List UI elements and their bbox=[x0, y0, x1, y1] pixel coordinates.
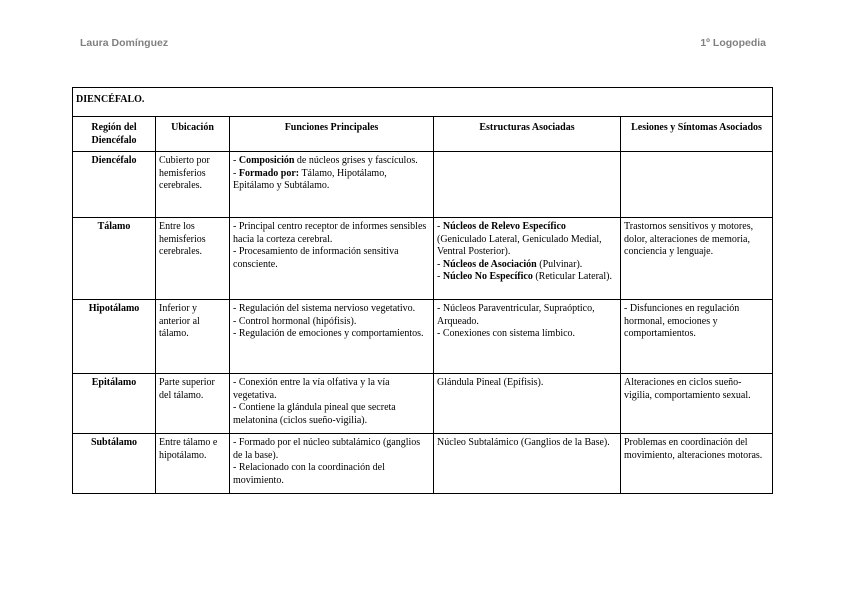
table-row bbox=[73, 218, 773, 300]
table-header-row bbox=[73, 117, 773, 152]
structure-item: - Núcleo No Específico (Reticular Lateral). bbox=[437, 271, 612, 282]
structures-cell bbox=[434, 300, 621, 374]
structures-cell: Núcleo Subtalámico (Ganglios de la Base). bbox=[434, 434, 621, 494]
function-item: - Relacionado con la coordinación del movimiento. bbox=[233, 462, 385, 486]
lesions-cell: Problemas en coordinación del movimiento, alteraciones motoras. bbox=[621, 434, 773, 494]
function-item: - Contiene la glándula pineal que secreta melatonina (ciclos sueño-vigilia). bbox=[233, 402, 396, 426]
column-header-functions: Funciones Principales bbox=[230, 117, 434, 152]
region-cell: Diencéfalo bbox=[73, 152, 156, 218]
diencephalon-table bbox=[72, 87, 773, 494]
region-cell: Epitálamo bbox=[73, 374, 156, 434]
lesions-cell: Trastornos sensitivos y motores, dolor, alteraciones de memoria, conciencia y lenguaje. bbox=[621, 218, 773, 300]
function-item: - Formado por el núcleo subtalámico (ganglios de la base). bbox=[233, 437, 421, 461]
table-title-row bbox=[73, 88, 773, 117]
functions-cell bbox=[230, 152, 434, 218]
structure-item: - Conexiones con sistema límbico. bbox=[437, 328, 576, 339]
region-cell: Hipotálamo bbox=[73, 300, 156, 374]
column-header-location: Ubicación bbox=[156, 117, 230, 152]
function-item: - Composición de núcleos grises y fascículos. bbox=[233, 155, 418, 166]
functions-cell bbox=[230, 300, 434, 374]
function-item: - Control hormonal (hipófisis). bbox=[233, 315, 357, 327]
table-row bbox=[73, 434, 773, 494]
location-cell: Parte superior del tálamo. bbox=[156, 374, 230, 434]
structure-item: - Núcleos de Asociación (Pulvinar). bbox=[437, 258, 583, 270]
lesions-cell: - Disfunciones en regulación hormonal, emociones y comportamientos. bbox=[621, 300, 773, 374]
location-cell: Cubierto por hemisferios cerebrales. bbox=[156, 152, 230, 218]
functions-cell bbox=[230, 434, 434, 494]
function-item: - Regulación de emociones y comportamientos. bbox=[233, 328, 424, 339]
course-label: 1º Logopedia bbox=[700, 37, 766, 49]
structure-item: - Núcleos de Relevo Específico (Geniculado Lateral, Geniculado Medial, Ventral Posterior). bbox=[437, 221, 602, 257]
structures-cell: Glándula Pineal (Epífisis). bbox=[434, 374, 621, 434]
lesions-cell: Alteraciones en ciclos sueño-vigilia, comportamiento sexual. bbox=[621, 374, 773, 434]
column-header-structures: Estructuras Asociadas bbox=[434, 117, 621, 152]
table-row bbox=[73, 152, 773, 218]
table-title: DIENCÉFALO. bbox=[73, 88, 773, 117]
author-name: Laura Domínguez bbox=[80, 37, 169, 49]
function-item: - Regulación del sistema nervioso vegetativo. bbox=[233, 303, 416, 314]
structures-cell bbox=[434, 218, 621, 300]
structures-cell bbox=[434, 152, 621, 218]
region-cell: Tálamo bbox=[73, 218, 156, 300]
functions-cell bbox=[230, 218, 434, 300]
table-row bbox=[73, 374, 773, 434]
structure-item: - Núcleos Paraventricular, Supraóptico, Arqueado. bbox=[437, 303, 595, 327]
column-header-lesions: Lesiones y Síntomas Asociados bbox=[621, 117, 773, 152]
function-item: - Formado por: Tálamo, Hipotálamo, Epitálamo y Subtálamo. bbox=[233, 167, 387, 191]
column-header-region: Región del Diencéfalo bbox=[73, 117, 156, 152]
function-item: - Principal centro receptor de informes sensibles hacia la corteza cerebral. bbox=[233, 221, 427, 245]
table-row bbox=[73, 300, 773, 374]
location-cell: Inferior y anterior al tálamo. bbox=[156, 300, 230, 374]
function-item: - Conexión entre la vía olfativa y la vía vegetativa. bbox=[233, 377, 390, 401]
location-cell: Entre los hemisferios cerebrales. bbox=[156, 218, 230, 300]
lesions-cell bbox=[621, 152, 773, 218]
function-item: - Procesamiento de información sensitiva consciente. bbox=[233, 246, 399, 270]
region-cell: Subtálamo bbox=[73, 434, 156, 494]
location-cell: Entre tálamo e hipotálamo. bbox=[156, 434, 230, 494]
functions-cell bbox=[230, 374, 434, 434]
